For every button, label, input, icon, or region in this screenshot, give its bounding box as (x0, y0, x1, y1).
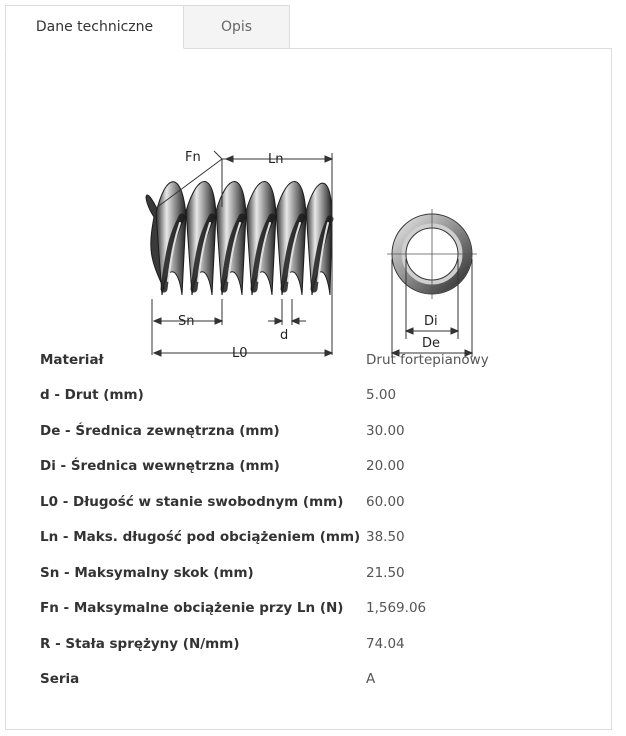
spec-table (40, 342, 600, 697)
label-sn: Sn (178, 314, 195, 329)
spec-label: Sn - Maksymalny skok (mm) (40, 564, 254, 581)
spec-value: 38.50 (366, 529, 405, 546)
spec-label: L0 - Długość w stanie swobodnym (mm) (40, 493, 344, 510)
label-fn: Fn (185, 150, 201, 165)
spec-value: 20.00 (366, 458, 405, 475)
spring-end-view (387, 209, 477, 357)
tab-description[interactable] (183, 5, 290, 49)
spring-diagram (142, 99, 492, 369)
spec-row (40, 342, 600, 378)
label-l0: L0 (232, 346, 248, 361)
spec-label: Fn - Maksymalne obciążenie przy Ln (N) (40, 600, 344, 617)
spec-value: A (366, 671, 376, 688)
spec-label: R - Stała sprężyny (N/mm) (40, 635, 240, 652)
tab-panel (5, 48, 612, 730)
spec-row (40, 378, 600, 414)
spec-value: 60.00 (366, 493, 405, 510)
spec-row (40, 484, 600, 520)
spec-row (40, 449, 600, 485)
spec-value: 5.00 (366, 387, 397, 404)
spec-label: De - Średnica zewnętrzna (mm) (40, 422, 280, 439)
tab-bar (5, 5, 616, 49)
label-ln: Ln (268, 152, 284, 167)
spec-value: 1,569.06 (366, 600, 427, 617)
spec-row (40, 591, 600, 627)
tab-technical-data-label: Dane techniczne (35, 19, 154, 35)
spec-label: Seria (40, 671, 80, 688)
label-de: De (422, 336, 441, 351)
spec-value: 30.00 (366, 422, 405, 439)
spec-row (40, 413, 600, 449)
spec-label: Ln - Maks. długość pod obciążeniem (mm) (40, 529, 361, 546)
spring-side-view (146, 181, 332, 295)
spec-label: Materiał (40, 351, 104, 368)
spec-label: Di - Średnica wewnętrzna (mm) (40, 458, 280, 475)
spec-label: d - Drut (mm) (40, 387, 144, 404)
tab-technical-data[interactable] (5, 5, 184, 49)
spec-value: 21.50 (366, 564, 405, 581)
tab-description-label: Opis (220, 19, 253, 35)
spec-row (40, 626, 600, 662)
spec-row (40, 520, 600, 556)
label-di: Di (424, 314, 438, 329)
label-d: d (280, 328, 289, 343)
spec-value: Drut fortepianowy (366, 351, 489, 368)
spec-value: 74.04 (366, 635, 405, 652)
spec-row (40, 662, 600, 698)
spec-row (40, 555, 600, 591)
